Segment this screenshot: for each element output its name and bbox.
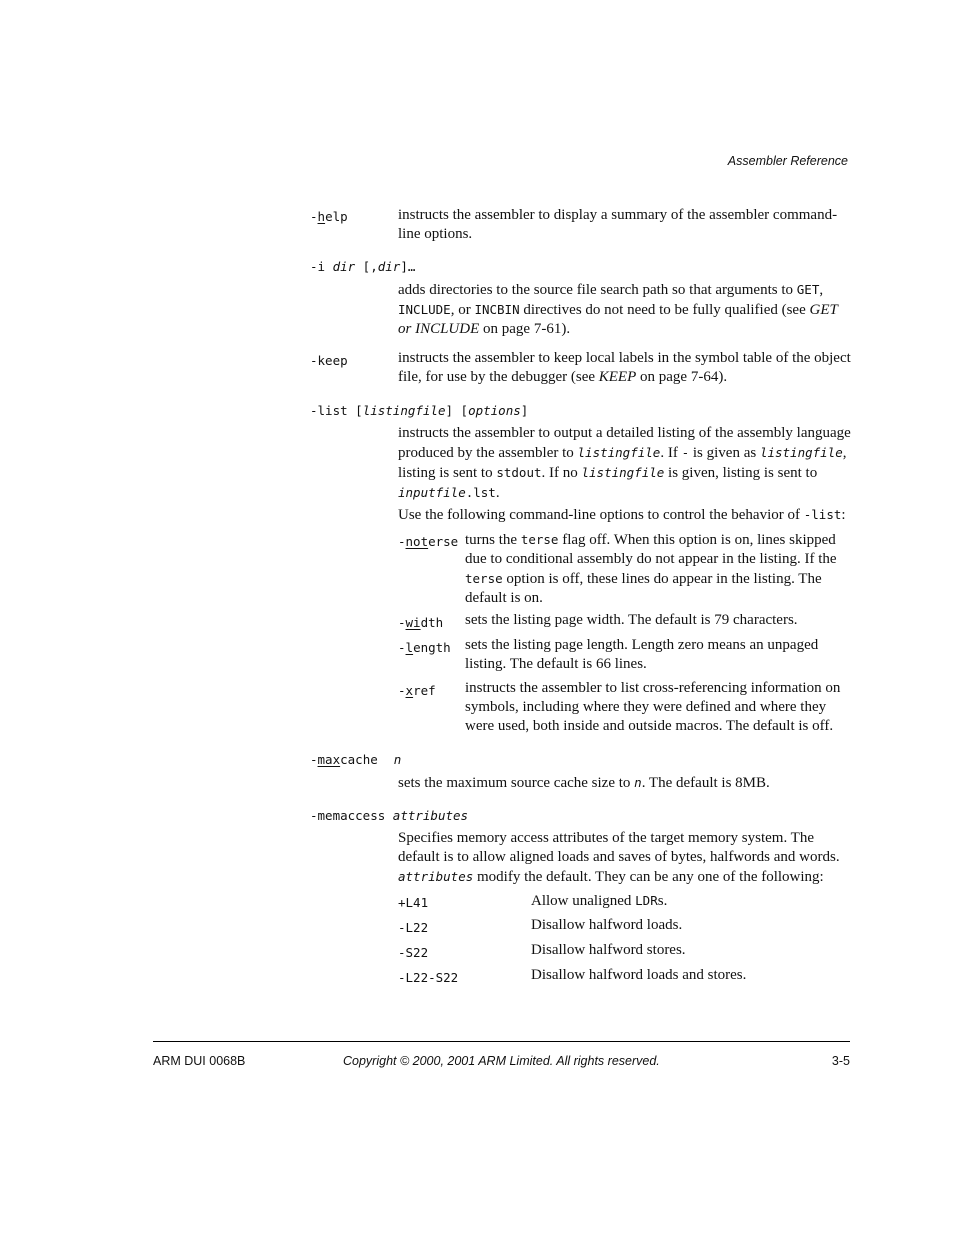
text: , listing is sent to <box>398 445 847 481</box>
suboption-length-desc: sets the listing page length. Length zero means an unpaged listing. The default is 66 lines. <box>465 637 819 672</box>
code-terse: terse <box>465 571 503 586</box>
suboption-width-desc: sets the listing page width. The default is 79 characters. <box>465 612 798 628</box>
option-maxcache-term <box>310 750 401 769</box>
option-maxcache-desc <box>398 773 853 793</box>
term-abbrev: l <box>405 640 414 655</box>
suboption-length-term <box>398 638 451 657</box>
attribute-desc: Disallow halfword loads and stores. <box>531 967 747 983</box>
code-listingfile: listingfile <box>759 445 843 460</box>
term-prefix: - <box>398 534 406 549</box>
option-memaccess-term <box>310 806 468 825</box>
attribute-code: -S22 <box>398 945 429 960</box>
attribute-code: +L41 <box>398 895 429 910</box>
suboption-width-term <box>398 613 443 632</box>
option-keep-desc <box>398 349 853 387</box>
suboption-xref-term <box>398 681 436 700</box>
suboption-noterse-desc <box>465 530 853 608</box>
text: sets the maximum source cache size to <box>398 775 635 791</box>
code-lst: .lst <box>465 485 496 500</box>
code-list: -list <box>803 507 842 522</box>
option-list-desc <box>398 424 853 503</box>
term-rest: dth <box>420 615 444 630</box>
text: . <box>495 485 500 501</box>
option-i-desc <box>398 280 853 339</box>
footer-copyright: Copyright © 2000, 2001 ARM Limited. All rights reserved. <box>343 1054 660 1068</box>
text: Specifies memory access attributes of the target memory system. The default is to allow aligned loads and saves of bytes, halfwords and words. <box>398 830 840 865</box>
term-arg: dir <box>332 259 356 274</box>
text: option is off, these lines do appear in the listing. The default is on. <box>465 571 822 606</box>
text: modify the default. They can be any one of the following: <box>473 869 824 885</box>
code-include: INCLUDE <box>398 302 451 317</box>
term-part: ] [ <box>445 403 469 418</box>
text: s. <box>657 893 668 909</box>
code-ldr: LDR <box>635 893 658 908</box>
suboption-xref-desc: instructs the assembler to list cross-referencing information on symbols, including where they were defined and where they were used, both inside and outside macros. The default is off. <box>465 680 841 734</box>
text: turns the <box>465 532 521 548</box>
text: directives do not need to be fully qualified (see <box>519 302 810 318</box>
term-part: -i <box>310 259 333 274</box>
cross-reference: GET or INCLUDE <box>398 302 838 337</box>
term-abbrev: x <box>405 683 414 698</box>
attribute-desc <box>531 891 853 911</box>
text: , or <box>450 302 475 318</box>
text: flag off. When this option is on, lines skipped due to conditional assembly do not appear in the listing. If the <box>465 532 837 567</box>
text: instructs the assembler to output a detailed listing of the assembly language produced by the assembler to <box>398 425 851 461</box>
code-inputfile: inputfile <box>398 485 466 500</box>
option-help-term <box>310 207 348 226</box>
term-part: [, <box>355 259 378 274</box>
term-part: -list [ <box>310 403 363 418</box>
suboption-noterse-term <box>398 532 458 551</box>
text: , <box>819 282 824 298</box>
option-keep-term: -keep <box>310 353 348 368</box>
term-arg: listingfile <box>362 403 446 418</box>
attribute-code: -L22 <box>398 920 429 935</box>
attribute-code: -L22-S22 <box>398 970 459 985</box>
code-terse: terse <box>520 532 559 547</box>
term-rest: ache <box>347 752 378 767</box>
code-incbin: INCBIN <box>474 302 520 317</box>
text: instructs the assembler to keep local labels in the symbol table of the object file, for use by the debugger (see <box>398 350 851 385</box>
term-rest: erse <box>428 534 459 549</box>
term-part: -memaccess <box>310 808 393 823</box>
text: on page 7-61). <box>479 321 571 337</box>
term-abbrev: wi <box>405 615 421 630</box>
code-get: GET <box>796 282 820 297</box>
term-part: ]… <box>400 259 416 274</box>
term-part: c <box>340 752 348 767</box>
term-rest: elp <box>325 209 348 224</box>
option-list-term <box>310 401 528 420</box>
code-n: n <box>634 775 642 790</box>
attribute-desc: Disallow halfword loads. <box>531 917 683 933</box>
term-prefix: - <box>398 615 406 630</box>
term-abbrev: h <box>317 209 326 224</box>
term-prefix: - <box>310 752 318 767</box>
term-arg: dir <box>377 259 401 274</box>
term-arg: options <box>468 403 521 418</box>
term-part: ] <box>520 403 529 418</box>
text: Allow unaligned <box>531 893 636 909</box>
term-prefix: - <box>310 209 318 224</box>
attribute-desc: Disallow halfword stores. <box>531 942 686 958</box>
code-listingfile: listingfile <box>577 445 661 460</box>
text: on page 7-64). <box>636 369 728 385</box>
cross-reference: KEEP <box>598 369 637 385</box>
text: . The default is 8MB. <box>641 775 770 791</box>
term-rest: ength <box>413 640 451 655</box>
footer-rule <box>153 1041 850 1042</box>
term-abbrev: max <box>317 752 341 767</box>
code-listingfile: listingfile <box>581 465 665 480</box>
option-help-desc: instructs the assembler to display a summary of the assembler command-line options. <box>398 207 838 242</box>
code-stdout: stdout <box>496 465 542 480</box>
list-options-intro <box>398 505 853 525</box>
term-arg: n <box>393 752 402 767</box>
option-memaccess-desc <box>398 829 853 887</box>
term-abbrev: not <box>405 534 429 549</box>
running-header: Assembler Reference <box>727 154 848 168</box>
code-dash: - <box>681 445 690 460</box>
term-prefix: - <box>398 640 406 655</box>
text: . If <box>660 445 682 461</box>
text: : <box>841 507 846 523</box>
footer-page-number: 3-5 <box>831 1054 850 1068</box>
text: adds directories to the source file search path so that arguments to <box>398 282 797 298</box>
text: Use the following command-line options to control the behavior of <box>398 507 804 523</box>
option-i-term <box>310 257 415 276</box>
term-arg: attributes <box>392 808 469 823</box>
term-prefix: - <box>398 683 406 698</box>
term-rest: ref <box>413 683 436 698</box>
text: is given, listing is sent to <box>664 465 818 481</box>
text: is given as <box>689 445 760 461</box>
text: . If no <box>541 465 582 481</box>
footer-doc-id: ARM DUI 0068B <box>153 1054 246 1068</box>
code-attributes: attributes <box>398 869 474 884</box>
